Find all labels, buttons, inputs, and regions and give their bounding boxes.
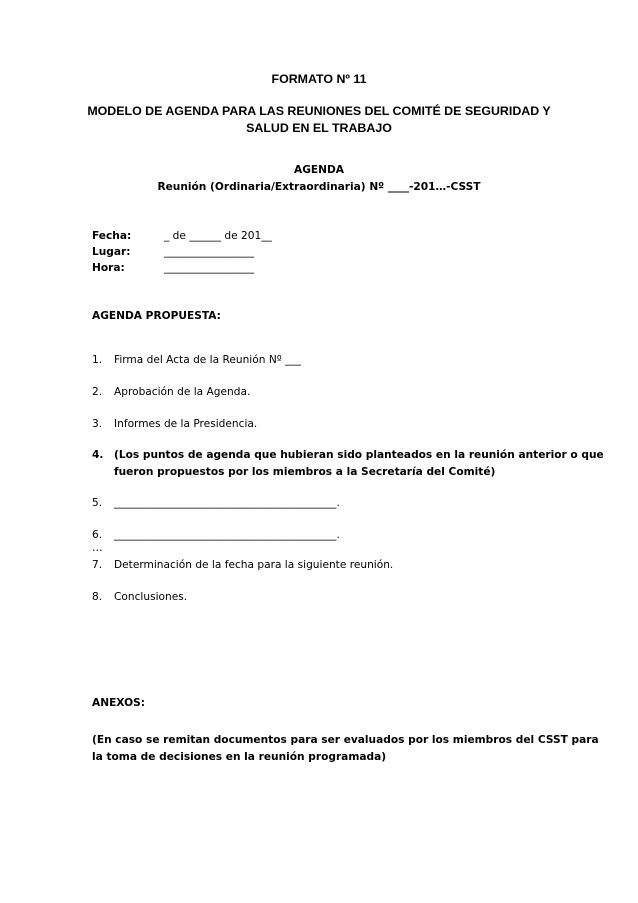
item-text: Conclusiones. — [114, 591, 188, 603]
field-value-lugar: _________________ — [164, 246, 255, 258]
annexes-text-line1: (En caso se remitan documentos para ser evaluados por los miembros del CSST para — [92, 734, 599, 746]
item-text: __________________________________________. — [114, 497, 340, 509]
item-text-line2: fueron propuestos por los miembros a la Secretaría del Comité) — [114, 466, 496, 478]
item-number: 3. — [92, 418, 103, 430]
item-text-line1: (Los puntos de agenda que hubieran sido planteados en la reunión anterior o que — [114, 449, 604, 461]
document-title-line2: SALUD EN EL TRABAJO — [246, 121, 392, 135]
list-item — [92, 559, 393, 571]
document-title-line1: MODELO DE AGENDA PARA LAS REUNIONES DEL COMITÉ DE SEGURIDAD Y — [87, 104, 551, 118]
list-item — [92, 591, 187, 603]
list-item — [92, 529, 340, 541]
item-number: 2. — [92, 386, 103, 398]
proposed-agenda-heading: AGENDA PROPUESTA: — [92, 310, 221, 322]
item-number: 8. — [92, 591, 103, 603]
item-number: 6. — [92, 529, 103, 541]
item-number: 5. — [92, 497, 103, 509]
meeting-line: Reunión (Ordinaria/Extraordinaria) Nº ____-201…-CSST — [157, 181, 481, 193]
item-number: 1. — [92, 354, 103, 366]
format-label: FORMATO Nº 11 — [271, 72, 367, 86]
annexes-heading: ANEXOS: — [92, 697, 145, 709]
field-label-lugar: Lugar: — [92, 246, 131, 258]
item-number: 4. — [92, 449, 104, 461]
list-item — [92, 449, 604, 461]
list-item — [92, 418, 257, 430]
field-value-fecha: _ de ______ de 201__ — [164, 230, 272, 242]
item-text: Firma del Acta de la Reunión Nº ___ — [114, 354, 301, 366]
item-text: Determinación de la fecha para la siguiente reunión. — [114, 559, 394, 571]
item-text: __________________________________________. — [114, 529, 340, 541]
field-label-fecha: Fecha: — [92, 230, 132, 242]
ellipsis: … — [92, 542, 103, 554]
field-value-hora: _________________ — [164, 262, 255, 274]
field-label-hora: Hora: — [92, 262, 125, 274]
agenda-heading: AGENDA — [294, 164, 344, 176]
list-item — [92, 497, 340, 509]
item-number: 7. — [92, 559, 103, 571]
list-item — [92, 386, 250, 398]
item-text: Informes de la Presidencia. — [114, 418, 258, 430]
item-text: Aprobación de la Agenda. — [114, 386, 251, 398]
annexes-text-line2: la toma de decisiones en la reunión programada) — [92, 751, 387, 763]
list-item — [92, 354, 301, 366]
